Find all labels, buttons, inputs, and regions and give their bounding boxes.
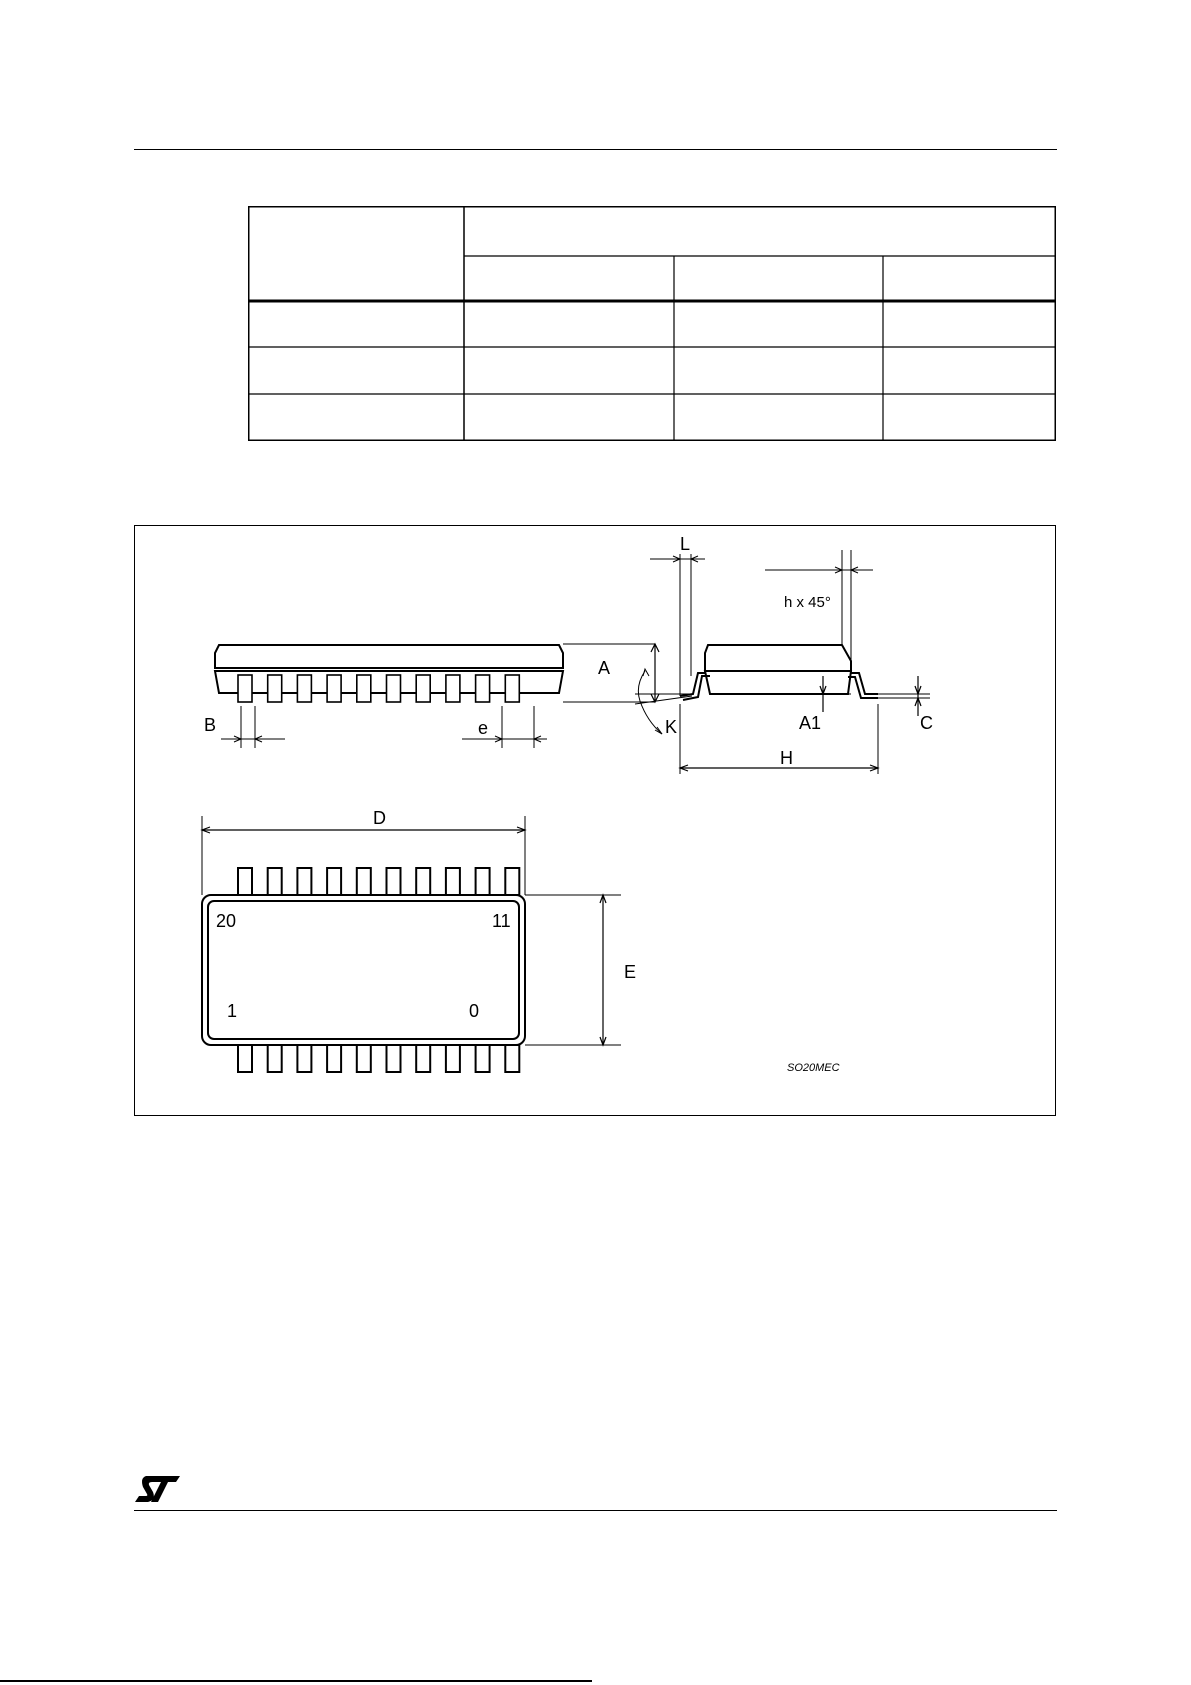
- top-lead-lower: [476, 1045, 490, 1072]
- top-lead-upper: [505, 868, 519, 895]
- package-drawing-svg: [135, 526, 1057, 1117]
- top-lead-lower: [268, 1045, 282, 1072]
- side-lead: [476, 675, 490, 702]
- top-lead-upper: [297, 868, 311, 895]
- top-lead-upper: [387, 868, 401, 895]
- top-lead-upper: [268, 868, 282, 895]
- top-lead-lower: [297, 1045, 311, 1072]
- side-lead: [416, 675, 430, 702]
- label-C: C: [920, 713, 933, 733]
- label-e: e: [478, 718, 489, 738]
- label-A1: A1: [799, 713, 822, 733]
- top-lead-upper: [357, 868, 371, 895]
- label-h45: h x 45°: [784, 594, 831, 611]
- pin-20-label: 20: [216, 911, 237, 931]
- pin-10-label: 0: [469, 1001, 480, 1021]
- top-lead-upper: [416, 868, 430, 895]
- label-A: A: [598, 658, 611, 678]
- pin-1-label: 1: [227, 1001, 238, 1021]
- top-lead-lower: [327, 1045, 341, 1072]
- top-lead-upper: [238, 868, 252, 895]
- side-lead: [238, 675, 252, 702]
- st-logo-icon: [134, 1474, 180, 1504]
- end-view: [635, 550, 930, 774]
- footer-rule: [134, 1510, 1057, 1511]
- header-rule: [134, 149, 1057, 150]
- side-lead: [297, 675, 311, 702]
- side-lead: [327, 675, 341, 702]
- label-L: L: [680, 534, 691, 554]
- dimensions-table: [248, 206, 1056, 441]
- label-H: H: [780, 748, 793, 768]
- label-D: D: [373, 808, 386, 828]
- top-lead-lower: [446, 1045, 460, 1072]
- drawing-code: SO20MEC: [787, 1062, 840, 1074]
- label-B: B: [204, 715, 217, 735]
- top-lead-lower: [387, 1045, 401, 1072]
- package-outline-drawing: [134, 525, 1056, 1116]
- label-E: E: [624, 962, 637, 982]
- side-view: [215, 644, 659, 748]
- page-bottom-edge: [0, 1680, 592, 1682]
- side-lead: [387, 675, 401, 702]
- top-lead-upper: [446, 868, 460, 895]
- top-lead-lower: [505, 1045, 519, 1072]
- side-lead: [446, 675, 460, 702]
- side-lead: [505, 675, 519, 702]
- top-lead-upper: [476, 868, 490, 895]
- pin-11-label: 11: [492, 911, 511, 931]
- top-view: [202, 816, 621, 1072]
- top-lead-lower: [238, 1045, 252, 1072]
- side-lead: [357, 675, 371, 702]
- table-grid: [248, 206, 1056, 441]
- top-lead-lower: [357, 1045, 371, 1072]
- top-lead-lower: [416, 1045, 430, 1072]
- top-lead-upper: [327, 868, 341, 895]
- label-K: K: [665, 717, 678, 737]
- side-lead: [268, 675, 282, 702]
